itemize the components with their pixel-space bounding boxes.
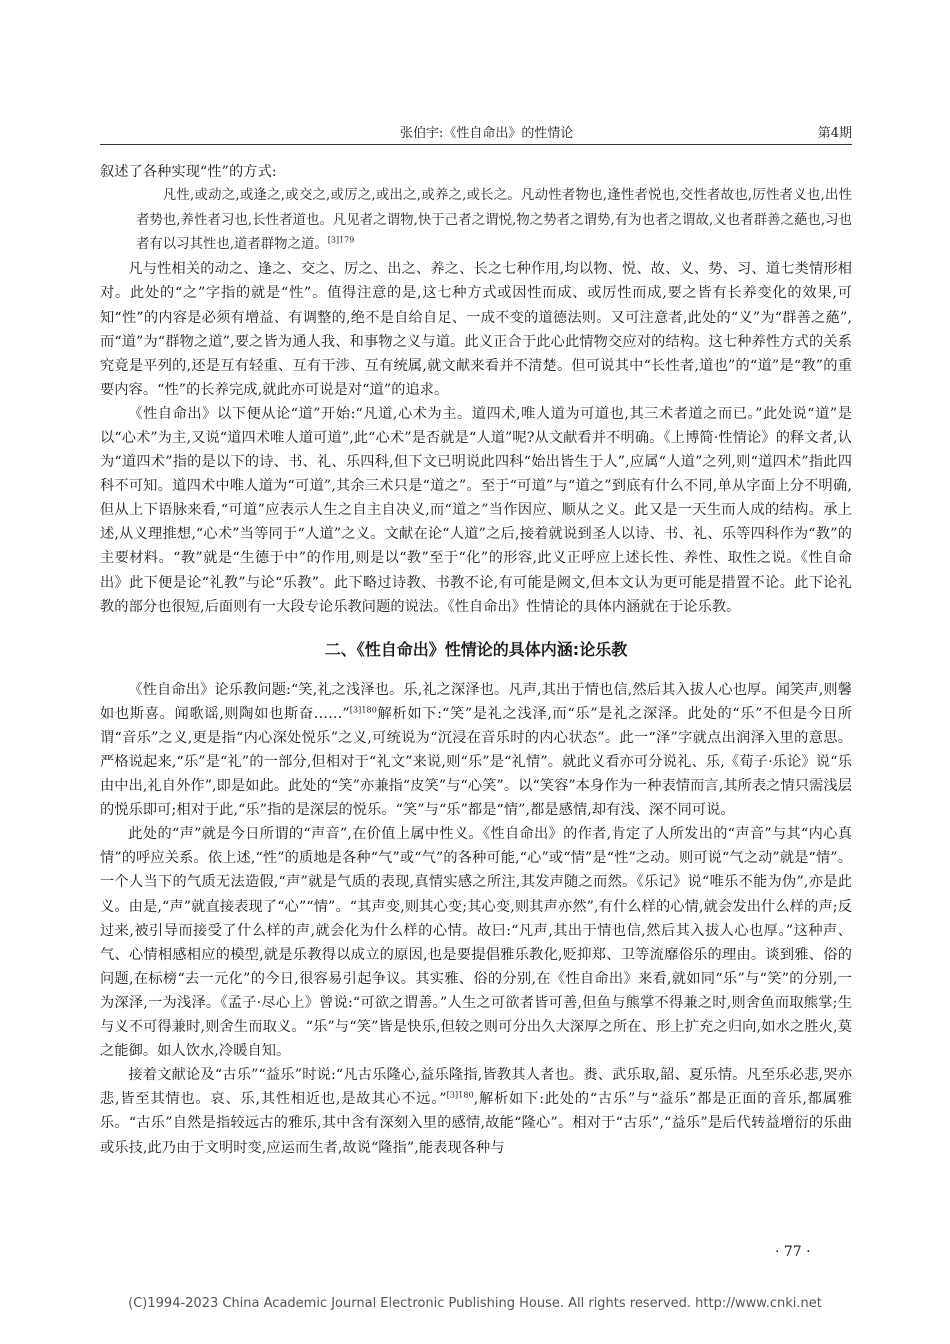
paragraph-quote: 《性自命出》论乐教问题:“笑,礼之浅泽也。乐,礼之深泽也。凡声,其出于情也信,然后其入拔人心也厚。闻笑声,则馨如也斯喜。闻歌谣,则陶如也斯奋……” bbox=[100, 681, 852, 722]
paragraph bbox=[100, 678, 852, 823]
quote-citation: [3]179 bbox=[327, 235, 355, 245]
paragraph: 凡与性相关的动之、逢之、交之、厉之、出之、养之、长之七种作用,均以物、悦、故、义、势、习、道七类情形相对。此处的“之”字指的就是“性”。值得注意的是,这七种方式或因性而成、或厉性而成,要之皆有长养变化的效果,可知“性”的内容是必须有增益、有调整的,绝不是自给自足、一成不变的道德法则。又可注意者,此处的“义”为“群善之蕝”,而“道”为“群物之道”,要之皆为通人我、和事物之义与道。此义正合于此心此情物交应对的结构。这七种养性方式的关系究竟是平列的,还是互有轻重、互有干涉、互有统属,就文献来看并不清楚。但可说其中“长性者,道也”的“道”是“教”的重要内容。“性”的长养完成,就此亦可说是对“道”的追求。 bbox=[100, 261, 852, 398]
paragraph: 此处的“声”就是今日所谓的“声音”,在价值上属中性义。《性自命出》的作者,肯定了人所发出的“声音”与其“内心真情”的呼应关系。依上述,“性”的质地是各种“气”或“气”的各种可能,“心”或“情”是“性”之动。则可说“气之动”就是“情”。一个人当下的气质无法造假,“声”就是气质的表现,真情实感之所注,其发声随之而然。《乐记》说“唯乐不能为伪”,亦是此义。由是,“声”就直接表现了“心”“情”。“其声变,则其心变;其心变,则其声亦然”,有什么样的心情,就会发出什么样的声;反过来,被引导而接受了什么样的声,就会化为什么样的心情。故曰:“凡声,其出于情也信,然后其入拔人心也厚。”这种声、气、心情相感相应的模型,就是乐教得以成立的原因,也是要提倡雅乐教化,贬抑郑、卫等流靡俗乐的理由。谈到雅、俗的问题,在标榜“去一元化”的今日,很容易引起争议。其实雅、俗的分别,在《性自命出》来看,就如同“乐”与“笑”的分别,一为深泽,一为浅泽。《孟子·尽心上》曾说:“可欲之谓善。”人生之可欲者皆可善,但鱼与熊掌不得兼之时,则舍鱼而取熊掌;生与义不可得兼时,则舍生而取义。“乐”与“笑”皆是快乐,但较之则可分出久大深厚之所在、形上扩充之归向,如水之胜火,莫之能御。如人饮水,冷暖自知。 bbox=[100, 826, 852, 1060]
intro-line: 叙述了各种实现“性”的方式: bbox=[100, 164, 277, 180]
paragraph-analysis: ,解析如下:此处的“古乐”与“益乐”都是正面的音乐,都属雅乐。“古乐”自然是指较远古的雅乐,其中含有深刻入里的感情,故能“隆心”。相对于“古乐”,“益乐”是后代转益增衍的乐曲或乐技,此乃由于文明时变,应运而生者,故说“隆指”,能表现各种与 bbox=[100, 1091, 852, 1156]
section-heading: 二、《性自命出》性情论的具体内涵:论乐教 bbox=[324, 639, 628, 659]
header-issue: 第4期 bbox=[817, 126, 852, 141]
running-header bbox=[100, 120, 852, 145]
citation: [3]180 bbox=[446, 1090, 474, 1100]
paragraph bbox=[100, 1063, 852, 1159]
block-quote bbox=[100, 184, 852, 257]
copyright-footer: (C)1994-2023 China Academic Journal Electronic Publishing House. All rights reserved. http://www.cnki.net bbox=[128, 1296, 822, 1311]
page-number: · 77 · bbox=[775, 1244, 811, 1260]
quote-text: 凡性,或动之,或逢之,或交之,或厉之,或出之,或养之,或长之。凡动性者物也,逢性者悦也,交性者故也,厉性者义也,出性者势也,养性者习也,长性者道也。凡见者之谓物,快于己者之谓悦,物之势者之谓势,有为也者之谓故,义也者群善之蕝也,习也者有以习其性也,道者群物之道。 bbox=[136, 188, 852, 252]
citation: [3]180 bbox=[349, 705, 377, 715]
paragraph-analysis: 解析如下:“笑”是礼之浅泽,而“乐”是礼之深泽。此处的“乐”不但是今日所谓“音乐”之义,更是指“内心深处悦乐”之义,可统说为“沉浸在音乐时的内心状态”。此一“泽”字就点出润泽入里的意思。严格说起来,“乐”是“礼”的一部分,但相对于“礼文”来说,则“乐”是“礼情”。就此义看亦可分说礼、乐,《荀子·乐论》说“乐由中出,礼自外作”,即是如此。此处的“笑”亦兼指“皮笑”与“心笑”。以“笑容”本身作为一种表情而言,其所表之情只需浅层的悦乐即可;相对于此,“乐”指的是深层的悦乐。“笑”与“乐”都是“情”,都是感情,却有浅、深不同可说。 bbox=[100, 705, 852, 819]
paragraph: 《性自命出》以下便从论“道”开始:“凡道,心术为主。道四术,唯人道为可道也,其三术者道之而已。”此处说“道”是以“心术”为主,又说“道四术唯人道可道”,此“心术”是否就是“人道”呢?从文献看并不明确。《上博简·性情论》的释文者,认为“道四术”指的是以下的诗、书、礼、乐四科,但下文已明说此四科“始出皆生于人”,应属“人道”之列,则“道四术”指此四科不可知。道四术中唯人道为“可道”,其余三术只是“道之”。至于“可道”与“道之”到底有什么不同,单从字面上分不明确,但从上下语脉来看,“可道”应表示人生之自主自决义,而“道之”当作因应、顺从之义。此又是一天生而人成的结构。承上述,从义理推想,“心术”当等同于“人道”之义。文献在论“人道”之后,接着就说到圣人以诗、书、礼、乐等四科作为“教”的主要材料。“教”就是“生德于中”的作用,则是以“教”至于“化”的形容,此义正呼应上述长性、养性、取性之说。《性自命出》此下便是论“礼教”与论“乐教”。此下略过诗教、书教不论,有可能是阙文,但本文认为更可能是措置不论。此下论礼教的部分也很短,后面则有一大段专论乐教问题的说法。《性自命出》性情论的具体内涵就在于论乐教。 bbox=[100, 405, 852, 615]
header-title: 张伯宇:《性自命出》的性情论 bbox=[400, 126, 574, 141]
paragraph-quote: 接着文献论及“古乐”“益乐”时说:“凡古乐隆心,益乐隆指,皆教其人者也。赉、武乐取,韶、夏乐情。凡至乐必悲,哭亦悲,皆至其情也。哀、乐,其性相近也,是故其心不远。” bbox=[100, 1067, 852, 1108]
article-body bbox=[100, 160, 852, 1160]
